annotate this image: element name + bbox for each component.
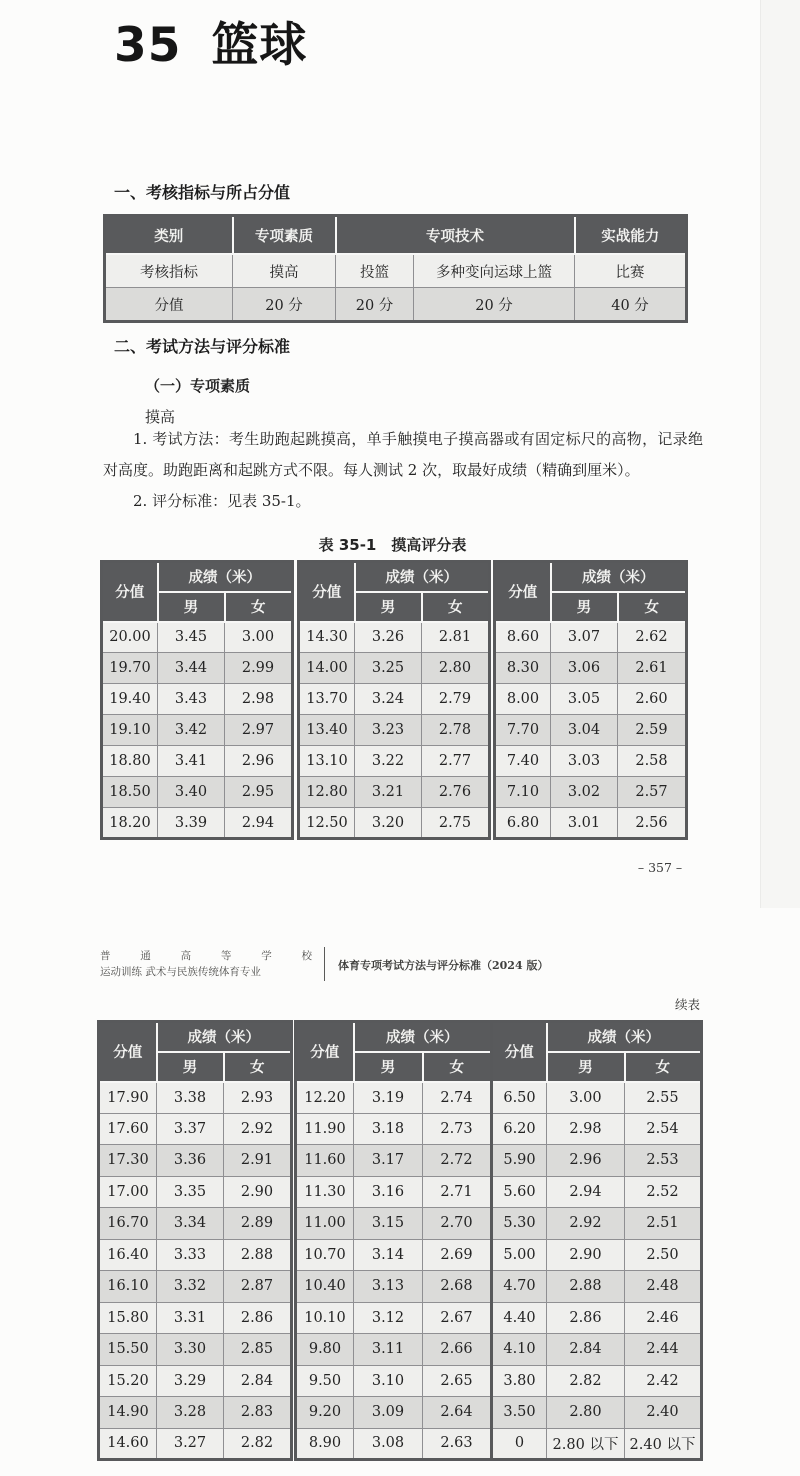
column-header-male: 男 — [158, 592, 225, 622]
table-cell: 0 — [492, 1428, 547, 1460]
table-cell: 2.92 — [224, 1113, 292, 1145]
column-header: 专项技术 — [336, 216, 575, 255]
table-row — [299, 808, 490, 839]
table-cell: 6.20 — [492, 1113, 547, 1145]
table-cell: 2.94 — [225, 808, 293, 839]
table-cell: 14.00 — [299, 653, 355, 684]
table-cell: 18.50 — [102, 777, 158, 808]
table-cell: 5.60 — [492, 1176, 547, 1208]
score-table — [294, 1020, 493, 1461]
table-row — [99, 1428, 292, 1460]
table-cell: 3.36 — [157, 1145, 224, 1177]
table-cell: 11.00 — [296, 1208, 354, 1240]
table-cell: 2.58 — [618, 746, 687, 777]
table-cell: 2.48 — [625, 1271, 702, 1303]
column-header-female: 女 — [423, 1052, 492, 1082]
table-row — [99, 1271, 292, 1303]
item-title: 摸高 — [145, 408, 176, 426]
chapter-name: 篮球 — [211, 18, 308, 73]
table-cell: 3.44 — [158, 653, 225, 684]
table-row — [296, 1208, 492, 1240]
column-header-female: 女 — [225, 592, 293, 622]
table-cell: 3.12 — [354, 1302, 423, 1334]
table-cell: 20 分 — [233, 288, 336, 322]
column-header-score: 分值 — [495, 562, 551, 622]
column-header-result: 成绩（米） — [355, 562, 490, 592]
page-edge-band — [760, 0, 800, 908]
table-cell: 3.42 — [158, 715, 225, 746]
table-cell: 7.10 — [495, 777, 551, 808]
table-cell: 2.71 — [423, 1176, 492, 1208]
table-cell: 7.40 — [495, 746, 551, 777]
table-cell: 3.45 — [158, 622, 225, 653]
column-header-score: 分值 — [492, 1022, 547, 1082]
running-header-major: 运动训练 武术与民族传统体育专业 — [100, 966, 261, 978]
table-cell: 3.01 — [551, 808, 618, 839]
column-header: 类别 — [105, 216, 233, 255]
table-cell: 17.00 — [99, 1176, 157, 1208]
table-cell: 14.30 — [299, 622, 355, 653]
table-cell: 3.35 — [157, 1176, 224, 1208]
table-cell: 8.00 — [495, 684, 551, 715]
table-cell: 8.60 — [495, 622, 551, 653]
column-header-male: 男 — [547, 1052, 625, 1082]
table-row — [495, 684, 687, 715]
table-cell: 2.97 — [225, 715, 293, 746]
table-cell: 16.10 — [99, 1271, 157, 1303]
table-cell: 2.42 — [625, 1365, 702, 1397]
standard-paragraph: 2. 评分标准：见表 35-1。 — [133, 492, 311, 510]
table-cell: 投篮 — [336, 254, 414, 288]
column-header-result: 成绩（米） — [158, 562, 293, 592]
table-cell: 2.56 — [618, 808, 687, 839]
table-row — [296, 1334, 492, 1366]
table-cell: 2.79 — [422, 684, 490, 715]
table-cell: 7.70 — [495, 715, 551, 746]
table-cell: 3.41 — [158, 746, 225, 777]
table-row — [99, 1334, 292, 1366]
table-row — [299, 715, 490, 746]
column-header-male: 男 — [354, 1052, 423, 1082]
table-row — [492, 1239, 702, 1271]
table-cell: 3.10 — [354, 1365, 423, 1397]
table-row — [492, 1271, 702, 1303]
table-row — [99, 1397, 292, 1429]
score-table — [490, 1020, 703, 1461]
table-cell: 18.20 — [102, 808, 158, 839]
table-cell: 9.20 — [296, 1397, 354, 1429]
table-row — [99, 1082, 292, 1114]
table-cell: 20.00 — [102, 622, 158, 653]
table-cell: 3.18 — [354, 1113, 423, 1145]
table-cell: 16.40 — [99, 1239, 157, 1271]
table-cell: 2.98 — [225, 684, 293, 715]
table-cell: 2.82 — [224, 1428, 292, 1460]
table-row — [102, 715, 293, 746]
score-table — [97, 1020, 293, 1461]
table-cell: 2.63 — [423, 1428, 492, 1460]
table-row — [299, 622, 490, 653]
column-header-score: 分值 — [102, 562, 158, 622]
table-row — [299, 777, 490, 808]
table-cell: 3.07 — [551, 622, 618, 653]
table-row — [99, 1302, 292, 1334]
table-row — [99, 1239, 292, 1271]
table-row — [102, 746, 293, 777]
table-cell: 14.60 — [99, 1428, 157, 1460]
table-cell: 3.25 — [355, 653, 422, 684]
table-cell: 2.84 — [547, 1334, 625, 1366]
table-cell: 2.69 — [423, 1239, 492, 1271]
table-row — [492, 1334, 702, 1366]
table-cell: 11.30 — [296, 1176, 354, 1208]
table-cell: 40 分 — [575, 288, 687, 322]
table-cell: 15.80 — [99, 1302, 157, 1334]
table-row — [492, 1145, 702, 1177]
table-row — [296, 1239, 492, 1271]
table-cell: 2.88 — [224, 1239, 292, 1271]
table-cell: 3.16 — [354, 1176, 423, 1208]
table-cell: 2.91 — [224, 1145, 292, 1177]
table-cell: 2.90 — [224, 1176, 292, 1208]
section2-heading: 二、考试方法与评分标准 — [114, 337, 291, 356]
table-row — [492, 1208, 702, 1240]
table-row — [99, 1176, 292, 1208]
table-cell: 2.86 — [224, 1302, 292, 1334]
table-cell: 2.62 — [618, 622, 687, 653]
table-cell: 3.21 — [355, 777, 422, 808]
table-row — [296, 1365, 492, 1397]
table-cell: 15.50 — [99, 1334, 157, 1366]
table-row — [102, 653, 293, 684]
table-cell: 3.33 — [157, 1239, 224, 1271]
column-header-female: 女 — [618, 592, 687, 622]
table-row — [105, 288, 687, 322]
table-cell: 12.50 — [299, 808, 355, 839]
table-cell: 3.50 — [492, 1397, 547, 1429]
column-header-result: 成绩（米） — [551, 562, 687, 592]
table-cell: 3.22 — [355, 746, 422, 777]
table-cell: 10.10 — [296, 1302, 354, 1334]
table-row — [99, 1113, 292, 1145]
table-cell: 2.40 以下 — [625, 1428, 702, 1460]
subsection-heading: （一）专项素质 — [145, 377, 251, 395]
section1-heading: 一、考核指标与所占分值 — [114, 183, 291, 202]
table-cell: 10.40 — [296, 1271, 354, 1303]
column-header-female: 女 — [224, 1052, 292, 1082]
table-row — [296, 1113, 492, 1145]
table-cell: 2.74 — [423, 1082, 492, 1114]
table-row — [99, 1365, 292, 1397]
table-cell: 2.44 — [625, 1334, 702, 1366]
table-cell: 20 分 — [336, 288, 414, 322]
table-cell: 3.32 — [157, 1271, 224, 1303]
table-cell: 2.98 — [547, 1113, 625, 1145]
table-cell: 2.59 — [618, 715, 687, 746]
table-cell: 2.83 — [224, 1397, 292, 1429]
table-cell: 2.90 — [547, 1239, 625, 1271]
table-cell: 8.30 — [495, 653, 551, 684]
table-cell: 5.90 — [492, 1145, 547, 1177]
table-cell: 2.54 — [625, 1113, 702, 1145]
table-cell: 2.94 — [547, 1176, 625, 1208]
table-cell: 2.68 — [423, 1271, 492, 1303]
column-header-score: 分值 — [296, 1022, 354, 1082]
column-header-male: 男 — [157, 1052, 224, 1082]
table-row — [296, 1302, 492, 1334]
table-cell: 2.53 — [625, 1145, 702, 1177]
table-cell: 3.14 — [354, 1239, 423, 1271]
table-cell: 9.80 — [296, 1334, 354, 1366]
table-cell: 17.30 — [99, 1145, 157, 1177]
table-cell: 2.81 — [422, 622, 490, 653]
table-cell: 12.20 — [296, 1082, 354, 1114]
table-cell: 10.70 — [296, 1239, 354, 1271]
table-cell: 11.90 — [296, 1113, 354, 1145]
method-paragraph: 1. 考试方法：考生助跑起跳摸高，单手触摸电子摸高器或有固定标尺的高物，记录绝对高度。助跑距离和起跳方式不限。每人测试 2 次，取最好成绩（精确到厘米）。 — [103, 430, 703, 479]
running-header-title: 体育专项考试方法与评分标准（2024 版） — [338, 959, 549, 972]
table-cell: 5.30 — [492, 1208, 547, 1240]
score-table — [297, 560, 491, 840]
table-cell: 3.39 — [158, 808, 225, 839]
table-row — [495, 622, 687, 653]
table-cell: 3.02 — [551, 777, 618, 808]
table-cell: 13.70 — [299, 684, 355, 715]
table-cell: 2.57 — [618, 777, 687, 808]
table-row — [492, 1428, 702, 1460]
table-cell: 16.70 — [99, 1208, 157, 1240]
table-row — [296, 1145, 492, 1177]
table-cell: 2.70 — [423, 1208, 492, 1240]
table-cell: 6.80 — [495, 808, 551, 839]
running-header-left — [100, 948, 314, 980]
table-cell: 2.60 — [618, 684, 687, 715]
table-cell: 8.90 — [296, 1428, 354, 1460]
running-header-school: 普通高等学校 — [100, 950, 314, 962]
table-cell: 19.10 — [102, 715, 158, 746]
table-cell: 2.96 — [225, 746, 293, 777]
table-cell: 11.60 — [296, 1145, 354, 1177]
table-row — [105, 254, 687, 288]
column-header: 专项素质 — [233, 216, 336, 255]
table-row — [99, 1208, 292, 1240]
table-cell: 3.00 — [225, 622, 293, 653]
table-cell: 19.70 — [102, 653, 158, 684]
table-row — [296, 1271, 492, 1303]
table-cell: 2.66 — [423, 1334, 492, 1366]
table-cell: 15.20 — [99, 1365, 157, 1397]
chapter-title — [114, 8, 307, 75]
column-header-result: 成绩（米） — [354, 1022, 492, 1052]
table-row — [296, 1397, 492, 1429]
column-header-female: 女 — [422, 592, 490, 622]
table-row — [299, 746, 490, 777]
page-number: – 357 – — [637, 860, 683, 875]
table-cell: 2.78 — [422, 715, 490, 746]
table-row — [296, 1082, 492, 1114]
table-cell: 3.26 — [355, 622, 422, 653]
table-row — [495, 777, 687, 808]
table-cell: 2.64 — [423, 1397, 492, 1429]
table-cell: 3.00 — [547, 1082, 625, 1114]
table-cell: 4.10 — [492, 1334, 547, 1366]
table-cell: 2.89 — [224, 1208, 292, 1240]
column-header-male: 男 — [551, 592, 618, 622]
table-row — [492, 1302, 702, 1334]
table-cell: 3.34 — [157, 1208, 224, 1240]
table-cell: 分值 — [105, 288, 233, 322]
table-cell: 2.96 — [547, 1145, 625, 1177]
table-cell: 2.80 — [422, 653, 490, 684]
table-row — [495, 715, 687, 746]
table-row — [102, 808, 293, 839]
table-cell: 19.40 — [102, 684, 158, 715]
table-cell: 2.77 — [422, 746, 490, 777]
table-cell: 3.30 — [157, 1334, 224, 1366]
table-row — [299, 684, 490, 715]
table-cell: 2.92 — [547, 1208, 625, 1240]
table-row — [296, 1176, 492, 1208]
table-cell: 3.15 — [354, 1208, 423, 1240]
continued-table-label: 续表 — [674, 997, 700, 1012]
table-row — [99, 1145, 292, 1177]
table-row — [492, 1113, 702, 1145]
table-cell: 2.84 — [224, 1365, 292, 1397]
running-header-divider — [324, 947, 325, 981]
table-cell: 2.87 — [224, 1271, 292, 1303]
table-cell: 3.08 — [354, 1428, 423, 1460]
table-cell: 13.10 — [299, 746, 355, 777]
table-row — [495, 808, 687, 839]
table-cell: 比赛 — [575, 254, 687, 288]
table-cell: 2.95 — [225, 777, 293, 808]
table-row — [495, 653, 687, 684]
table-cell: 5.00 — [492, 1239, 547, 1271]
table-cell: 9.50 — [296, 1365, 354, 1397]
table-cell: 3.31 — [157, 1302, 224, 1334]
table-cell: 3.29 — [157, 1365, 224, 1397]
table-cell: 3.20 — [355, 808, 422, 839]
table-cell: 3.06 — [551, 653, 618, 684]
score-table — [493, 560, 688, 840]
table-row — [492, 1397, 702, 1429]
table-cell: 3.80 — [492, 1365, 547, 1397]
indicator-header-row — [105, 216, 687, 255]
table-row — [299, 653, 490, 684]
column-header-result: 成绩（米） — [547, 1022, 702, 1052]
table-cell: 多种变向运球上篮 — [414, 254, 575, 288]
table-cell: 3.37 — [157, 1113, 224, 1145]
table-cell: 2.75 — [422, 808, 490, 839]
table-row — [102, 777, 293, 808]
column-header-score: 分值 — [299, 562, 355, 622]
column-header-score: 分值 — [99, 1022, 157, 1082]
table-cell: 4.40 — [492, 1302, 547, 1334]
table-cell: 3.13 — [354, 1271, 423, 1303]
table-cell: 2.73 — [423, 1113, 492, 1145]
table-cell: 3.28 — [157, 1397, 224, 1429]
table-cell: 4.70 — [492, 1271, 547, 1303]
table-cell: 2.46 — [625, 1302, 702, 1334]
table-cell: 12.80 — [299, 777, 355, 808]
table-cell: 3.24 — [355, 684, 422, 715]
table-cell: 2.52 — [625, 1176, 702, 1208]
table-cell: 3.38 — [157, 1082, 224, 1114]
score-table — [100, 560, 294, 840]
table-cell: 考核指标 — [105, 254, 233, 288]
table-cell: 2.67 — [423, 1302, 492, 1334]
chapter-number: 35 — [114, 18, 182, 73]
table-cell: 3.17 — [354, 1145, 423, 1177]
column-header-result: 成绩（米） — [157, 1022, 292, 1052]
table-row — [102, 684, 293, 715]
table-cell: 2.65 — [423, 1365, 492, 1397]
table-cell: 2.85 — [224, 1334, 292, 1366]
table-cell: 2.51 — [625, 1208, 702, 1240]
table-cell: 2.80 以下 — [547, 1428, 625, 1460]
table-caption: 表 35-1 摸高评分表 — [318, 536, 467, 554]
table-row — [495, 746, 687, 777]
column-header-female: 女 — [625, 1052, 702, 1082]
table-cell: 2.99 — [225, 653, 293, 684]
table-cell: 20 分 — [414, 288, 575, 322]
table-row — [492, 1365, 702, 1397]
table-cell: 3.09 — [354, 1397, 423, 1429]
table-cell: 6.50 — [492, 1082, 547, 1114]
table-cell: 2.76 — [422, 777, 490, 808]
table-row — [102, 622, 293, 653]
table-cell: 3.04 — [551, 715, 618, 746]
table-cell: 3.03 — [551, 746, 618, 777]
table-cell: 3.11 — [354, 1334, 423, 1366]
table-cell: 14.90 — [99, 1397, 157, 1429]
table-cell: 3.19 — [354, 1082, 423, 1114]
table-cell: 2.93 — [224, 1082, 292, 1114]
table-cell: 2.80 — [547, 1397, 625, 1429]
table-cell: 2.86 — [547, 1302, 625, 1334]
table-row — [296, 1428, 492, 1460]
table-cell: 2.40 — [625, 1397, 702, 1429]
table-cell: 摸高 — [233, 254, 336, 288]
table-cell: 2.82 — [547, 1365, 625, 1397]
table-cell: 17.60 — [99, 1113, 157, 1145]
table-cell: 3.40 — [158, 777, 225, 808]
table-cell: 3.43 — [158, 684, 225, 715]
table-cell: 2.50 — [625, 1239, 702, 1271]
table-cell: 3.23 — [355, 715, 422, 746]
indicator-table — [103, 214, 688, 323]
table-cell: 17.90 — [99, 1082, 157, 1114]
table-cell: 13.40 — [299, 715, 355, 746]
table-cell: 2.72 — [423, 1145, 492, 1177]
table-cell: 18.80 — [102, 746, 158, 777]
table-cell: 2.61 — [618, 653, 687, 684]
table-cell: 3.05 — [551, 684, 618, 715]
column-header: 实战能力 — [575, 216, 687, 255]
column-header-male: 男 — [355, 592, 422, 622]
table-cell: 2.88 — [547, 1271, 625, 1303]
table-cell: 3.27 — [157, 1428, 224, 1460]
table-row — [492, 1082, 702, 1114]
table-row — [492, 1176, 702, 1208]
table-cell: 2.55 — [625, 1082, 702, 1114]
